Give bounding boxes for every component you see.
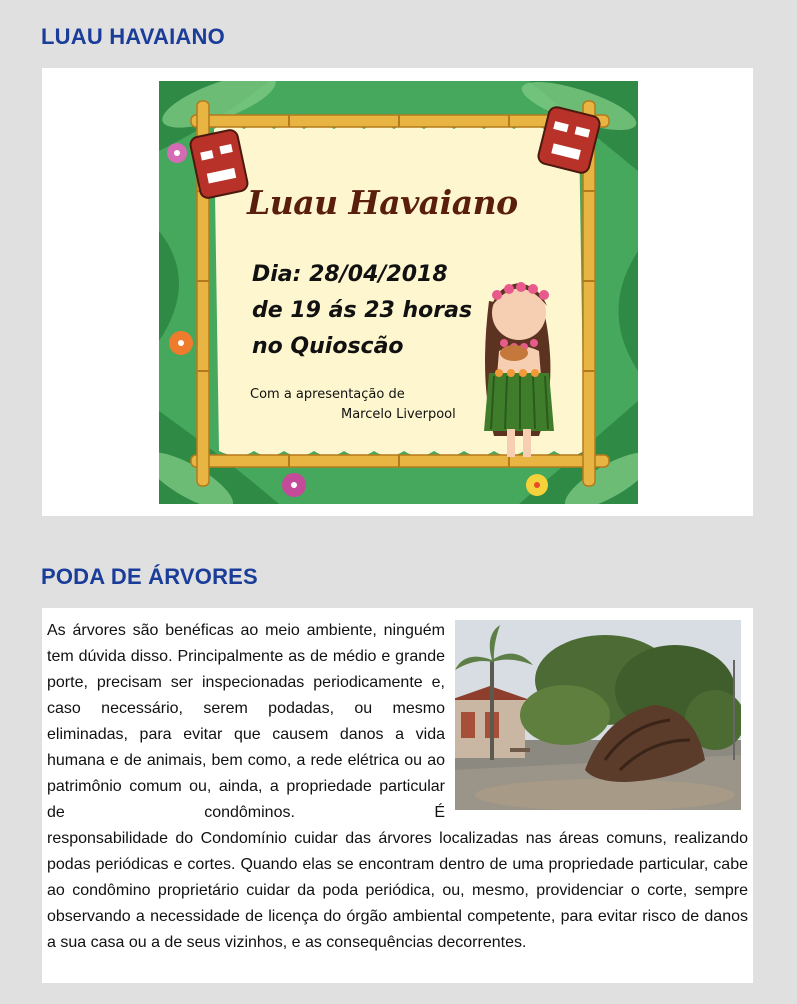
flyer-credit-intro: Com a apresentação de [250,387,405,402]
hula-girl-icon [484,282,554,457]
flyer-details [252,257,472,365]
flyer-headline: Luau Havaiano [247,183,518,222]
flyer-time: de 19 ás 23 horas [252,298,473,323]
article-paragraph-top: As árvores são benéficas ao meio ambiente, ninguém tem dúvida disso. Principalmente as de médio e grande porte, precisam ser inspecionadas periodicamente e, caso necessário, serem podadas, ou mesmo eliminadas, para evitar que causem danos a vida humana e de animais, bem como, a rede elétrica ou ao patrimônio comum ou, ainda, a propriedade particular de condôminos. É [47,622,445,821]
flyer-date: Dia: 28/04/2018 [252,262,448,287]
poda-card [42,608,753,983]
article-paragraph-bottom: responsabilidade do Condomínio cuidar das árvores localizadas nas áreas comuns, realizando podas periódicas e cortes. Quando elas se encontram dentro de uma propriedade particular, cabe ao condômino proprietário cuidar da poda periódica, ou, mesmo, providenciar o corte, sempre observando a necessidade de licença do órgão ambiental competente, para evitar risco de danos a sua casa ou a de seus vizinhos, e as consequências decorrentes. [47,830,748,951]
flyer-credit-name: Marcelo Liverpool [341,407,456,422]
luau-card [42,68,753,516]
fallen-tree-photo [455,620,741,810]
section-title-poda: PODA DE ÁRVORES [41,564,258,589]
section-title-luau: LUAU HAVAIANO [41,24,225,49]
fallen-tree-photo-icon [455,620,741,810]
luau-flyer [159,81,638,504]
flyer-location: no Quioscão [252,334,404,359]
